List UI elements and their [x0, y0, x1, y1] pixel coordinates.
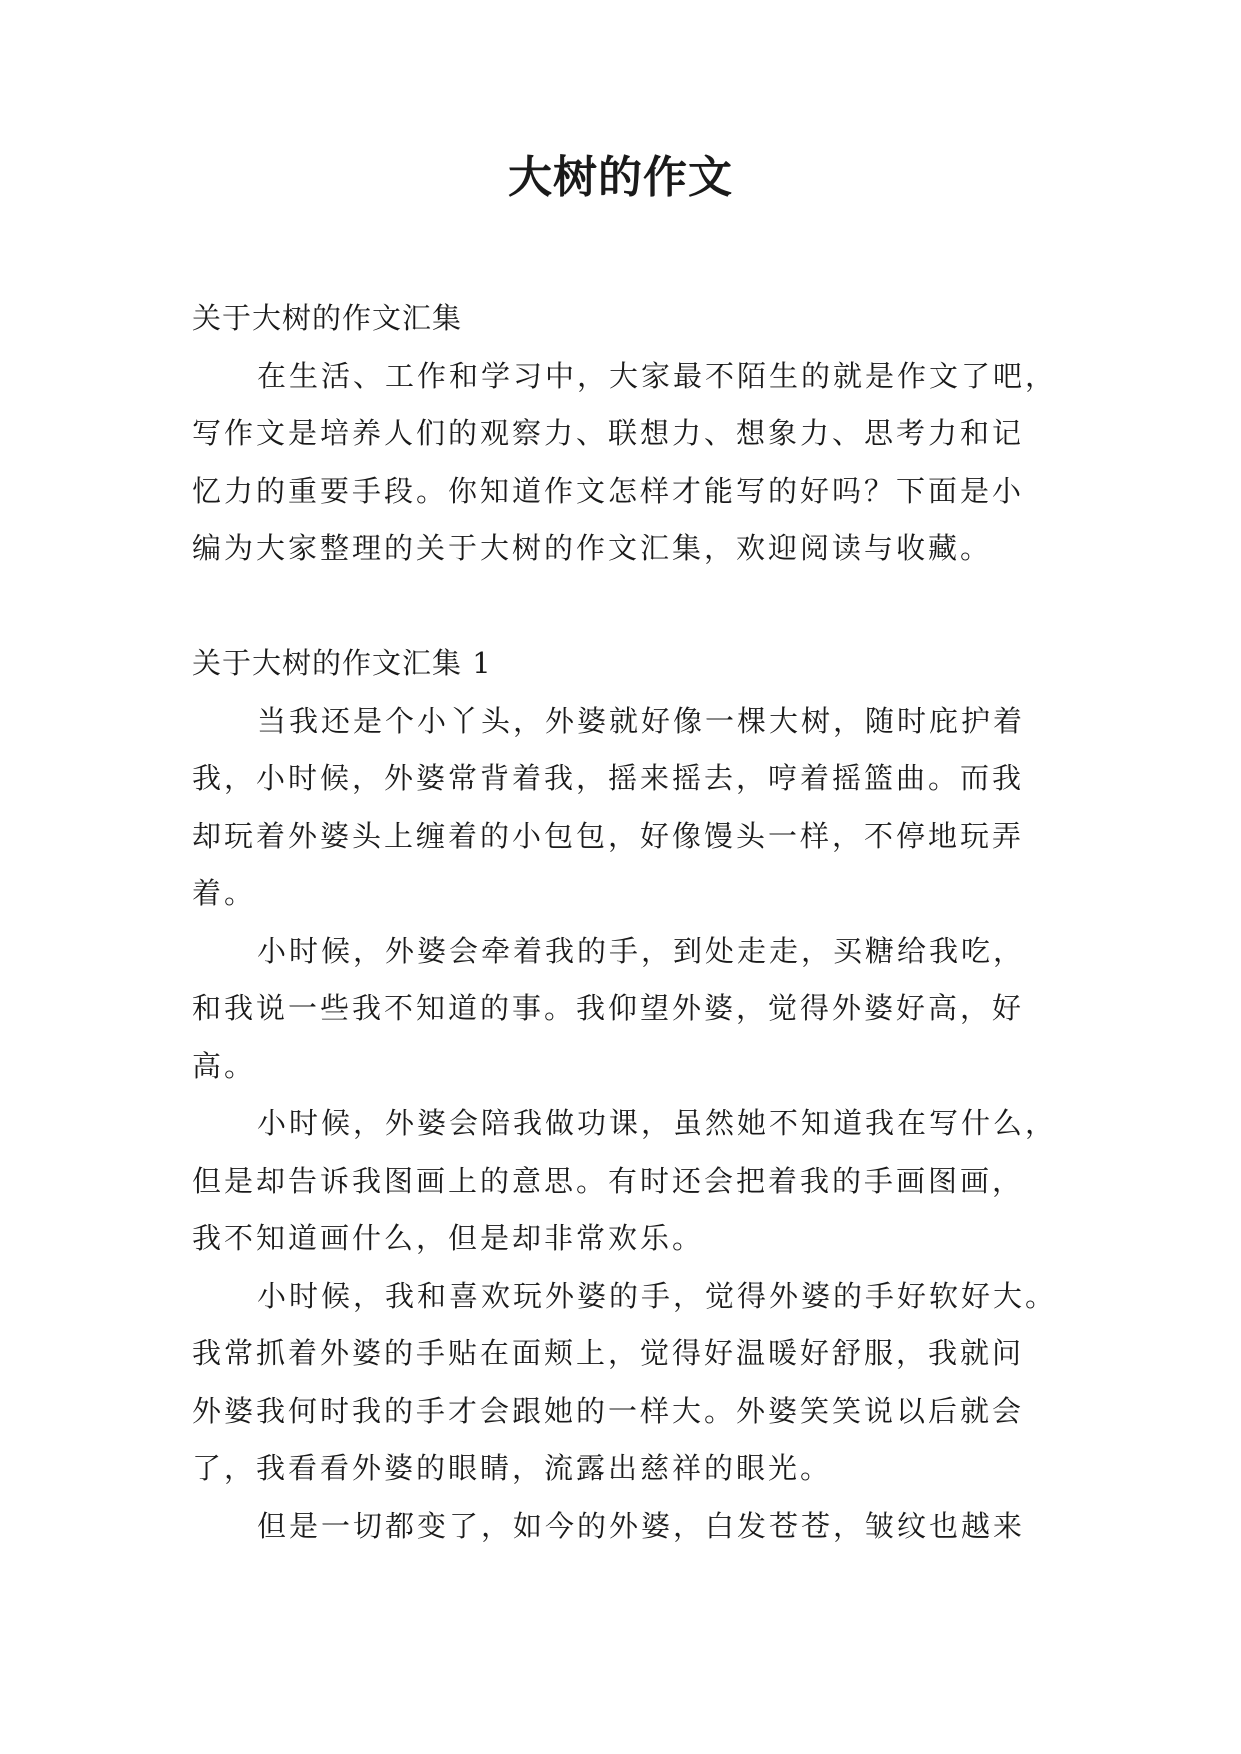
paragraph-line: 但是却告诉我图画上的意思。有时还会把着我的手画图画， [192, 1163, 1025, 1198]
paragraph [192, 923, 1062, 1096]
paragraph-line: 编为大家整理的关于大树的作文汇集，欢迎阅读与收藏。 [192, 531, 993, 565]
paragraph [192, 1095, 1062, 1268]
paragraph-line: 小时候，我和喜欢玩外婆的手，觉得外婆的手好软好大。 [257, 1278, 1058, 1313]
paragraph-line: 高。 [192, 1048, 257, 1083]
paragraph-line: 但是一切都变了，如今的外婆，白发苍苍，皱纹也越来 [257, 1508, 1026, 1543]
blank-line [192, 578, 1062, 636]
paragraph [192, 1268, 1062, 1498]
paragraph [192, 1498, 1062, 1556]
paragraph-line: 当我还是个小丫头，外婆就好像一棵大树，随时庇护着 [257, 703, 1026, 738]
paragraph-line: 我不知道画什么，但是却非常欢乐。 [192, 1221, 705, 1255]
paragraph-line: 在生活、工作和学习中，大家最不陌生的就是作文了吧， [257, 358, 1058, 393]
paragraph-line: 小时候，外婆会陪我做功课，虽然她不知道我在写什么， [257, 1106, 1058, 1140]
paragraph [192, 693, 1062, 923]
paragraph-line: 我，小时候，外婆常背着我，摇来摇去，哼着摇篮曲。而我 [192, 761, 1025, 795]
document-body [192, 290, 1062, 1555]
intro-paragraph [192, 348, 1062, 578]
document-title: 大树的作文 [508, 152, 733, 203]
paragraph-line: 我常抓着外婆的手贴在面颊上，觉得好温暖好舒服，我就问 [192, 1336, 1025, 1370]
section-heading: 关于大树的作文汇集 1 [192, 646, 492, 680]
paragraph-line: 写作文是培养人们的观察力、联想力、想象力、思考力和记 [192, 416, 1025, 450]
paragraph-line: 忆力的重要手段。你知道作文怎样才能写的好吗？下面是小 [192, 473, 1025, 508]
paragraph-line: 和我说一些我不知道的事。我仰望外婆，觉得外婆好高，好 [192, 991, 1025, 1025]
paragraph-line: 却玩着外婆头上缠着的小包包，好像馒头一样，不停地玩弄 [192, 818, 1025, 853]
paragraph-line: 小时候，外婆会牵着我的手，到处走走，买糖给我吃， [257, 933, 1026, 968]
paragraph-line: 着。 [192, 876, 257, 910]
paragraph-line: 外婆我何时我的手才会跟她的一样大。外婆笑笑说以后就会 [192, 1393, 1025, 1428]
intro-heading: 关于大树的作文汇集 [192, 301, 463, 335]
paragraph-line: 了，我看看外婆的眼睛，流露出慈祥的眼光。 [192, 1451, 833, 1485]
